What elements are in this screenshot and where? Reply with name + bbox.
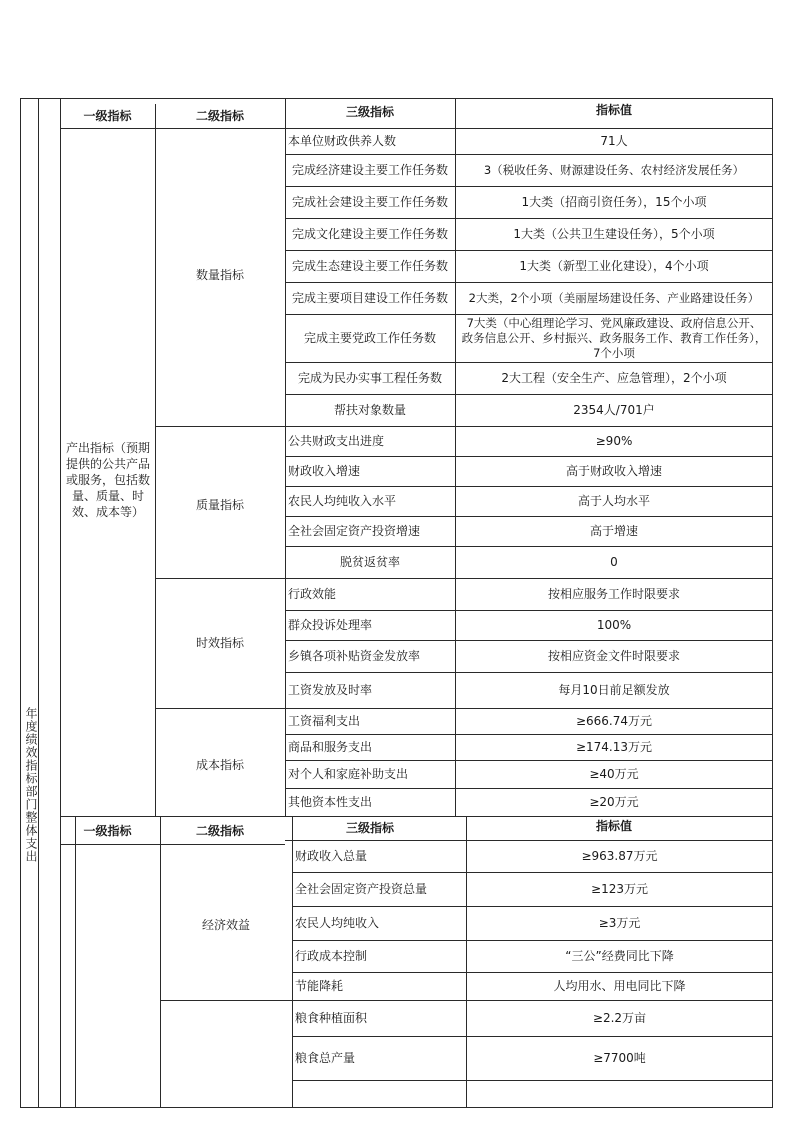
level3-indicator: 农民人均纯收入 [295, 915, 380, 930]
indicator-value: 按相应服务工作时限要求 [547, 586, 680, 601]
indicator-value: ≥2.2万亩 [592, 1010, 647, 1025]
indicator-value: ≥7700吨 [593, 1050, 646, 1065]
header2-level2: 二级指标 [195, 823, 244, 838]
level3-indicator: 全社会固定资产投资增速 [288, 523, 421, 538]
indicator-value: “三公”经费同比下降 [565, 948, 674, 963]
level3-indicator: 完成生态建设主要工作任务数 [291, 258, 448, 273]
header-level3: 三级指标 [345, 104, 394, 119]
level3-indicator: 本单位财政供养人数 [288, 133, 397, 148]
indicator-value: 71人 [600, 133, 628, 148]
group-quantity: 数量指标 [195, 267, 244, 282]
group-quality: 质量指标 [195, 497, 244, 512]
header2-level1: 一级指标 [83, 823, 132, 838]
level3-indicator: 商品和服务支出 [288, 739, 373, 754]
level1-output: 产出指标（预期提供的公共产品或服务，包括数量、质量、时效、成本等） [65, 441, 150, 519]
indicator-value: ≥963.87万元 [581, 848, 658, 863]
level3-indicator: 完成主要党政工作任务数 [303, 330, 436, 345]
indicator-value: 1大类（招商引资任务），15个小项 [521, 194, 707, 209]
level3-indicator: 脱贫返贫率 [339, 554, 400, 569]
indicator-value: ≥174.13万元 [575, 739, 653, 754]
indicator-value: 2大工程（安全生产、应急管理），2个小项 [501, 370, 727, 385]
indicator-value: ≥20万元 [589, 794, 639, 809]
level3-indicator: 财政收入增速 [288, 463, 361, 478]
header-level1: 一级指标 [83, 108, 132, 123]
level3-indicator: 乡镇各项补贴资金发放率 [288, 648, 421, 663]
indicator-value: 人均用水、用电同比下降 [553, 978, 686, 993]
level3-indicator: 粮食总产量 [295, 1050, 356, 1065]
indicator-value: 3（税收任务、财源建设任务、农村经济发展任务） [483, 162, 745, 177]
level3-indicator: 工资福利支出 [288, 713, 361, 728]
indicator-value: 按相应资金文件时限要求 [547, 648, 680, 663]
indicator-value: 100% [596, 617, 632, 632]
indicator-value: ≥3万元 [598, 915, 641, 930]
sep-time-cost [155, 708, 285, 709]
header-value: 指标值 [595, 102, 632, 117]
sep-quantity-quality [155, 426, 285, 427]
divider-l2 [155, 104, 156, 816]
indicator-value: 高于财政收入增速 [565, 463, 662, 478]
level3-indicator: 行政成本控制 [295, 948, 368, 963]
level3-indicator: 粮食种植面积 [295, 1010, 368, 1025]
indicator-value: 7大类（中心组理论学习、党风廉政建设、政府信息公开、政务信息公开、乡村振兴、政务服务工作、教育工作任务），7个小项 [461, 315, 767, 360]
level3-indicator: 农民人均纯收入水平 [288, 493, 397, 508]
header2-level3: 三级指标 [345, 820, 394, 835]
indicator-value: ≥123万元 [591, 881, 648, 896]
group-cost: 成本指标 [195, 757, 244, 772]
level3-indicator: 对个人和家庭补助支出 [288, 766, 409, 781]
level3-indicator: 工资发放及时率 [288, 682, 373, 697]
divider-l1 [60, 98, 61, 1108]
header2-bottom-left [60, 844, 285, 845]
level3-indicator: 全社会固定资产投资总量 [295, 881, 428, 896]
level3-indicator: 其他资本性支出 [288, 794, 373, 809]
level3-indicator: 节能降耗 [295, 978, 344, 993]
indicator-value: 1大类（公共卫生建设任务），5个小项 [513, 226, 715, 241]
divider-l2b [160, 816, 161, 1108]
indicator-value: 0 [610, 554, 618, 569]
level3-indicator: 群众投诉处理率 [288, 617, 373, 632]
level3-indicator: 完成经济建设主要工作任务数 [291, 162, 448, 177]
indicator-value: ≥40万元 [589, 766, 639, 781]
level3-indicator: 帮扶对象数量 [333, 402, 406, 417]
level3-indicator: 完成文化建设主要工作任务数 [291, 226, 448, 241]
level3-indicator: 完成为民办实事工程任务数 [297, 370, 442, 385]
level3-indicator: 财政收入总量 [295, 848, 368, 863]
header-level2: 二级指标 [195, 108, 244, 123]
indicator-value: 2354人/701户 [573, 402, 655, 417]
group-economic: 经济效益 [201, 917, 250, 932]
side-column-divider [38, 98, 39, 1108]
indicator-value: ≥666.74万元 [575, 713, 653, 728]
level3-indicator: 公共财政支出进度 [288, 433, 385, 448]
side-label: 年度绩效指标部门整体支出 [24, 707, 38, 863]
indicator-value: 1大类（新型工业化建设），4个小项 [519, 258, 709, 273]
indicator-value: 高于人均水平 [577, 493, 650, 508]
indicator-value: 2大类，2个小项（美丽屋场建设任务、产业路建设任务） [468, 290, 760, 305]
header2-value: 指标值 [595, 818, 632, 833]
level3-indicator: 行政效能 [288, 586, 337, 601]
indicator-value: 高于增速 [589, 523, 638, 538]
level3-indicator: 完成社会建设主要工作任务数 [291, 194, 448, 209]
indicator-value: 每月10日前足额发放 [558, 682, 670, 697]
divider-l1b [75, 816, 76, 1108]
indicator-value: ≥90% [595, 433, 633, 448]
row-separator [292, 1080, 773, 1081]
sep-economic-next [160, 1000, 292, 1001]
sep-quality-time [155, 578, 285, 579]
group-timeliness: 时效指标 [195, 635, 244, 650]
level3-indicator: 完成主要项目建设工作任务数 [291, 290, 448, 305]
